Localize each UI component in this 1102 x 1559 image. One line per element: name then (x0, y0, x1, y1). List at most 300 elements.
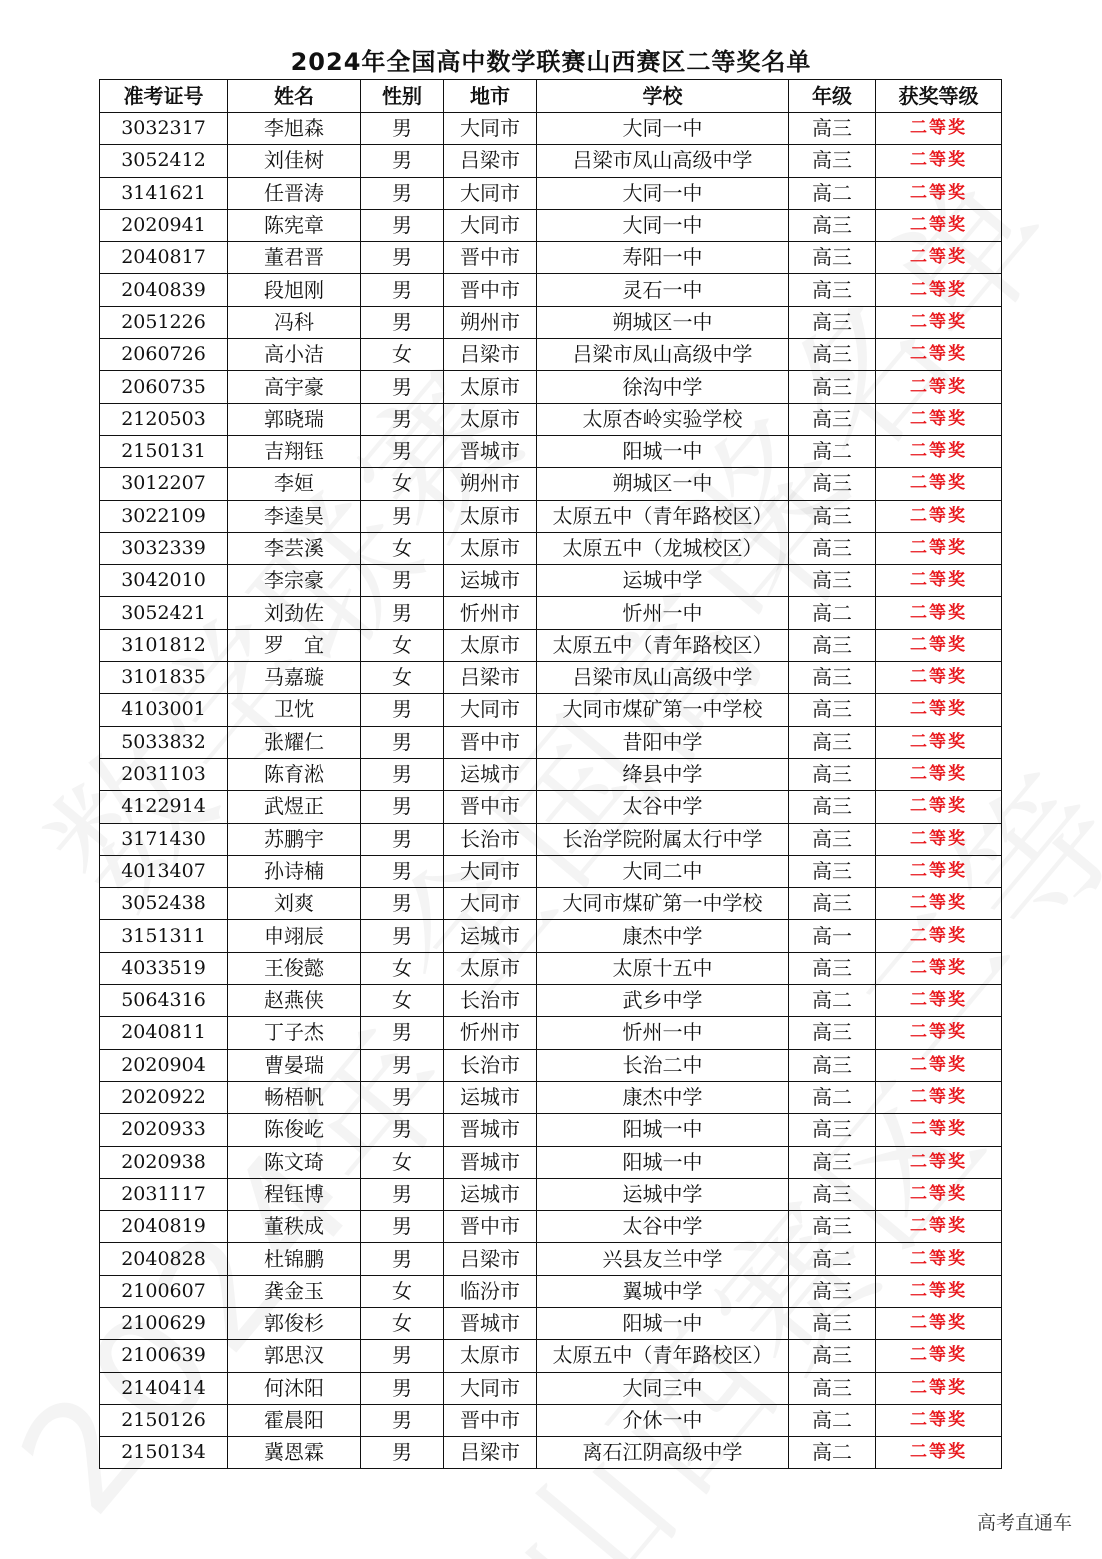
city-cell: 太原市 (444, 403, 537, 435)
city-cell: 运城市 (444, 1178, 537, 1210)
table-row (100, 758, 1002, 790)
city-cell: 长治市 (444, 1049, 537, 1081)
exam-id-cell: 5064316 (100, 985, 228, 1017)
award-cell: 二等奖 (876, 985, 1002, 1017)
name-cell: 霍晨阳 (228, 1404, 361, 1436)
award-cell: 二等奖 (876, 113, 1002, 145)
award-cell: 二等奖 (876, 209, 1002, 241)
table-row (100, 1372, 1002, 1404)
award-table (99, 79, 1002, 1469)
school-cell: 朔城区一中 (537, 306, 789, 338)
table-row (100, 242, 1002, 274)
table-row (100, 1404, 1002, 1436)
name-cell: 刘佳树 (228, 145, 361, 177)
award-cell: 二等奖 (876, 468, 1002, 500)
name-cell: 龚金玉 (228, 1275, 361, 1307)
exam-id-cell: 2150134 (100, 1437, 228, 1469)
name-cell: 段旭刚 (228, 274, 361, 306)
city-cell: 太原市 (444, 629, 537, 661)
table-row (100, 500, 1002, 532)
gender-cell: 女 (361, 1307, 444, 1339)
grade-cell: 高三 (789, 403, 876, 435)
name-cell: 丁子杰 (228, 1017, 361, 1049)
school-cell: 运城中学 (537, 1178, 789, 1210)
school-cell: 寿阳一中 (537, 242, 789, 274)
table-row (100, 920, 1002, 952)
footer-source: 高考直通车 (976, 1512, 1072, 1534)
city-cell: 晋城市 (444, 1146, 537, 1178)
gender-cell: 男 (361, 1372, 444, 1404)
table-row (100, 1340, 1002, 1372)
exam-id-cell: 2020933 (100, 1114, 228, 1146)
name-cell: 李宗豪 (228, 565, 361, 597)
name-cell: 郭俊杉 (228, 1307, 361, 1339)
grade-cell: 高三 (789, 758, 876, 790)
gender-cell: 女 (361, 532, 444, 564)
name-cell: 畅梧帆 (228, 1081, 361, 1113)
gender-cell: 男 (361, 1178, 444, 1210)
grade-cell: 高二 (789, 1404, 876, 1436)
gender-cell: 男 (361, 1340, 444, 1372)
table-row (100, 1307, 1002, 1339)
name-cell: 高小洁 (228, 339, 361, 371)
name-cell: 卫忱 (228, 694, 361, 726)
award-cell: 二等奖 (876, 1437, 1002, 1469)
school-cell: 长治二中 (537, 1049, 789, 1081)
award-cell: 二等奖 (876, 1404, 1002, 1436)
school-cell: 大同二中 (537, 855, 789, 887)
exam-id-cell: 4122914 (100, 791, 228, 823)
school-cell: 康杰中学 (537, 920, 789, 952)
table-row (100, 177, 1002, 209)
grade-cell: 高二 (789, 1081, 876, 1113)
gender-cell: 男 (361, 694, 444, 726)
city-cell: 运城市 (444, 758, 537, 790)
grade-cell: 高三 (789, 855, 876, 887)
table-row (100, 306, 1002, 338)
school-cell: 阳城一中 (537, 1307, 789, 1339)
name-cell: 任晋涛 (228, 177, 361, 209)
exam-id-cell: 3052412 (100, 145, 228, 177)
gender-cell: 男 (361, 1049, 444, 1081)
award-cell: 二等奖 (876, 726, 1002, 758)
grade-cell: 高三 (789, 726, 876, 758)
school-cell: 昔阳中学 (537, 726, 789, 758)
name-cell: 李姮 (228, 468, 361, 500)
exam-id-cell: 2031117 (100, 1178, 228, 1210)
exam-id-cell: 2100629 (100, 1307, 228, 1339)
city-cell: 忻州市 (444, 1017, 537, 1049)
school-cell: 长治学院附属太行中学 (537, 823, 789, 855)
school-cell: 阳城一中 (537, 1114, 789, 1146)
table-row (100, 791, 1002, 823)
city-cell: 忻州市 (444, 597, 537, 629)
table-row (100, 888, 1002, 920)
gender-cell: 男 (361, 1017, 444, 1049)
gender-cell: 男 (361, 113, 444, 145)
award-cell: 二等奖 (876, 1081, 1002, 1113)
school-cell: 太谷中学 (537, 791, 789, 823)
grade-cell: 高三 (789, 145, 876, 177)
city-cell: 晋城市 (444, 435, 537, 467)
city-cell: 运城市 (444, 565, 537, 597)
school-cell: 太原十五中 (537, 952, 789, 984)
header-school: 学校 (537, 80, 789, 113)
award-cell: 二等奖 (876, 177, 1002, 209)
grade-cell: 高二 (789, 177, 876, 209)
city-cell: 临汾市 (444, 1275, 537, 1307)
table-row (100, 952, 1002, 984)
gender-cell: 女 (361, 339, 444, 371)
gender-cell: 男 (361, 306, 444, 338)
gender-cell: 女 (361, 662, 444, 694)
grade-cell: 高三 (789, 1372, 876, 1404)
name-cell: 李旭森 (228, 113, 361, 145)
exam-id-cell: 2100639 (100, 1340, 228, 1372)
exam-id-cell: 3141621 (100, 177, 228, 209)
exam-id-cell: 2040811 (100, 1017, 228, 1049)
name-cell: 陈宪章 (228, 209, 361, 241)
name-cell: 陈育淞 (228, 758, 361, 790)
table-row (100, 726, 1002, 758)
gender-cell: 女 (361, 1146, 444, 1178)
grade-cell: 高三 (789, 1178, 876, 1210)
gender-cell: 男 (361, 726, 444, 758)
exam-id-cell: 2140414 (100, 1372, 228, 1404)
gender-cell: 男 (361, 274, 444, 306)
city-cell: 吕梁市 (444, 662, 537, 694)
exam-id-cell: 3032317 (100, 113, 228, 145)
city-cell: 大同市 (444, 888, 537, 920)
gender-cell: 男 (361, 1404, 444, 1436)
table-row (100, 339, 1002, 371)
gender-cell: 男 (361, 435, 444, 467)
table-row (100, 855, 1002, 887)
city-cell: 太原市 (444, 952, 537, 984)
gender-cell: 女 (361, 1275, 444, 1307)
gender-cell: 男 (361, 1114, 444, 1146)
city-cell: 大同市 (444, 694, 537, 726)
exam-id-cell: 4103001 (100, 694, 228, 726)
award-cell: 二等奖 (876, 1017, 1002, 1049)
grade-cell: 高三 (789, 113, 876, 145)
table-row (100, 597, 1002, 629)
award-cell: 二等奖 (876, 274, 1002, 306)
school-cell: 大同一中 (537, 209, 789, 241)
school-cell: 吕梁市凤山高级中学 (537, 662, 789, 694)
name-cell: 武煜正 (228, 791, 361, 823)
table-row (100, 1081, 1002, 1113)
school-cell: 吕梁市凤山高级中学 (537, 339, 789, 371)
city-cell: 长治市 (444, 985, 537, 1017)
school-cell: 翼城中学 (537, 1275, 789, 1307)
grade-cell: 高三 (789, 662, 876, 694)
name-cell: 董秩成 (228, 1211, 361, 1243)
exam-id-cell: 2051226 (100, 306, 228, 338)
table-row (100, 403, 1002, 435)
grade-cell: 高三 (789, 1275, 876, 1307)
school-cell: 忻州一中 (537, 597, 789, 629)
name-cell: 曹晏瑞 (228, 1049, 361, 1081)
grade-cell: 高二 (789, 1437, 876, 1469)
city-cell: 晋中市 (444, 1211, 537, 1243)
table-row (100, 371, 1002, 403)
school-cell: 离石江阴高级中学 (537, 1437, 789, 1469)
city-cell: 太原市 (444, 532, 537, 564)
city-cell: 晋中市 (444, 791, 537, 823)
grade-cell: 高三 (789, 209, 876, 241)
award-cell: 二等奖 (876, 1307, 1002, 1339)
table-row (100, 1437, 1002, 1469)
school-cell: 大同市煤矿第一中学校 (537, 888, 789, 920)
city-cell: 晋中市 (444, 242, 537, 274)
table-row (100, 1178, 1002, 1210)
grade-cell: 高三 (789, 1307, 876, 1339)
grade-cell: 高三 (789, 1146, 876, 1178)
city-cell: 晋中市 (444, 1404, 537, 1436)
grade-cell: 高二 (789, 435, 876, 467)
name-cell: 苏鹏宇 (228, 823, 361, 855)
grade-cell: 高三 (789, 1017, 876, 1049)
exam-id-cell: 3151311 (100, 920, 228, 952)
award-cell: 二等奖 (876, 855, 1002, 887)
exam-id-cell: 3042010 (100, 565, 228, 597)
grade-cell: 高三 (789, 791, 876, 823)
table-row (100, 1243, 1002, 1275)
city-cell: 太原市 (444, 371, 537, 403)
award-cell: 二等奖 (876, 823, 1002, 855)
table-row (100, 1146, 1002, 1178)
exam-id-cell: 2020938 (100, 1146, 228, 1178)
gender-cell: 男 (361, 888, 444, 920)
gender-cell: 男 (361, 209, 444, 241)
gender-cell: 男 (361, 242, 444, 274)
school-cell: 徐沟中学 (537, 371, 789, 403)
name-cell: 王俊懿 (228, 952, 361, 984)
city-cell: 晋城市 (444, 1114, 537, 1146)
school-cell: 太原五中（青年路校区） (537, 629, 789, 661)
name-cell: 赵燕侠 (228, 985, 361, 1017)
exam-id-cell: 2040817 (100, 242, 228, 274)
exam-id-cell: 3052438 (100, 888, 228, 920)
school-cell: 忻州一中 (537, 1017, 789, 1049)
gender-cell: 男 (361, 1211, 444, 1243)
table-row (100, 145, 1002, 177)
table-row (100, 1275, 1002, 1307)
school-cell: 吕梁市凤山高级中学 (537, 145, 789, 177)
award-cell: 二等奖 (876, 1146, 1002, 1178)
grade-cell: 高三 (789, 339, 876, 371)
table-row (100, 1114, 1002, 1146)
table-row (100, 1017, 1002, 1049)
gender-cell: 男 (361, 145, 444, 177)
grade-cell: 高三 (789, 1049, 876, 1081)
grade-cell: 高三 (789, 952, 876, 984)
table-row (100, 1049, 1002, 1081)
table-row (100, 274, 1002, 306)
school-cell: 康杰中学 (537, 1081, 789, 1113)
award-cell: 二等奖 (876, 888, 1002, 920)
name-cell: 吉翔钰 (228, 435, 361, 467)
gender-cell: 男 (361, 823, 444, 855)
grade-cell: 高三 (789, 1340, 876, 1372)
city-cell: 晋中市 (444, 274, 537, 306)
exam-id-cell: 3052421 (100, 597, 228, 629)
table-body (100, 113, 1002, 1469)
award-cell: 二等奖 (876, 1340, 1002, 1372)
name-cell: 郭晓瑞 (228, 403, 361, 435)
award-cell: 二等奖 (876, 694, 1002, 726)
gender-cell: 女 (361, 985, 444, 1017)
award-cell: 二等奖 (876, 306, 1002, 338)
name-cell: 刘爽 (228, 888, 361, 920)
gender-cell: 男 (361, 758, 444, 790)
city-cell: 长治市 (444, 823, 537, 855)
name-cell: 李逵昊 (228, 500, 361, 532)
exam-id-cell: 3101835 (100, 662, 228, 694)
exam-id-cell: 2150131 (100, 435, 228, 467)
city-cell: 大同市 (444, 855, 537, 887)
grade-cell: 高三 (789, 468, 876, 500)
name-cell: 刘劲佐 (228, 597, 361, 629)
school-cell: 阳城一中 (537, 435, 789, 467)
school-cell: 朔城区一中 (537, 468, 789, 500)
exam-id-cell: 3032339 (100, 532, 228, 564)
city-cell: 吕梁市 (444, 1437, 537, 1469)
table-row (100, 694, 1002, 726)
gender-cell: 女 (361, 629, 444, 661)
gender-cell: 女 (361, 952, 444, 984)
school-cell: 灵石一中 (537, 274, 789, 306)
grade-cell: 高三 (789, 242, 876, 274)
school-cell: 太原五中（青年路校区） (537, 500, 789, 532)
exam-id-cell: 2040828 (100, 1243, 228, 1275)
school-cell: 太原五中（青年路校区） (537, 1340, 789, 1372)
city-cell: 晋中市 (444, 726, 537, 758)
school-cell: 绛县中学 (537, 758, 789, 790)
exam-id-cell: 5033832 (100, 726, 228, 758)
gender-cell: 男 (361, 1437, 444, 1469)
exam-id-cell: 2060726 (100, 339, 228, 371)
gender-cell: 男 (361, 565, 444, 597)
award-cell: 二等奖 (876, 920, 1002, 952)
school-cell: 太谷中学 (537, 1211, 789, 1243)
exam-id-cell: 2020904 (100, 1049, 228, 1081)
city-cell: 大同市 (444, 113, 537, 145)
name-cell: 何沐阳 (228, 1372, 361, 1404)
name-cell: 张耀仁 (228, 726, 361, 758)
school-cell: 大同一中 (537, 177, 789, 209)
exam-id-cell: 3101812 (100, 629, 228, 661)
name-cell: 罗 宜 (228, 629, 361, 661)
name-cell: 冯科 (228, 306, 361, 338)
table-row (100, 629, 1002, 661)
name-cell: 杜锦鹏 (228, 1243, 361, 1275)
grade-cell: 高三 (789, 532, 876, 564)
grade-cell: 高三 (789, 274, 876, 306)
award-cell: 二等奖 (876, 532, 1002, 564)
award-cell: 二等奖 (876, 1211, 1002, 1243)
grade-cell: 高三 (789, 565, 876, 597)
grade-cell: 高三 (789, 1114, 876, 1146)
exam-id-cell: 4033519 (100, 952, 228, 984)
city-cell: 晋城市 (444, 1307, 537, 1339)
school-cell: 太原五中（龙城校区） (537, 532, 789, 564)
award-cell: 二等奖 (876, 339, 1002, 371)
exam-id-cell: 2040839 (100, 274, 228, 306)
city-cell: 吕梁市 (444, 339, 537, 371)
school-cell: 阳城一中 (537, 1146, 789, 1178)
header-grade: 年级 (789, 80, 876, 113)
grade-cell: 高三 (789, 371, 876, 403)
name-cell: 董君晋 (228, 242, 361, 274)
gender-cell: 男 (361, 1081, 444, 1113)
award-cell: 二等奖 (876, 758, 1002, 790)
header-city: 地市 (444, 80, 537, 113)
name-cell: 冀恩霖 (228, 1437, 361, 1469)
table-row (100, 532, 1002, 564)
city-cell: 朔州市 (444, 306, 537, 338)
award-cell: 二等奖 (876, 565, 1002, 597)
school-cell: 介休一中 (537, 1404, 789, 1436)
exam-id-cell: 2150126 (100, 1404, 228, 1436)
award-cell: 二等奖 (876, 242, 1002, 274)
city-cell: 大同市 (444, 177, 537, 209)
exam-id-cell: 2100607 (100, 1275, 228, 1307)
exam-id-cell: 3012207 (100, 468, 228, 500)
grade-cell: 高三 (789, 694, 876, 726)
award-cell: 二等奖 (876, 952, 1002, 984)
school-cell: 运城中学 (537, 565, 789, 597)
grade-cell: 高二 (789, 985, 876, 1017)
grade-cell: 高三 (789, 1211, 876, 1243)
exam-id-cell: 2120503 (100, 403, 228, 435)
table-row (100, 113, 1002, 145)
grade-cell: 高二 (789, 597, 876, 629)
award-cell: 二等奖 (876, 1049, 1002, 1081)
table-row (100, 435, 1002, 467)
exam-id-cell: 4013407 (100, 855, 228, 887)
name-cell: 程钰博 (228, 1178, 361, 1210)
award-cell: 二等奖 (876, 403, 1002, 435)
name-cell: 孙诗楠 (228, 855, 361, 887)
name-cell: 陈文琦 (228, 1146, 361, 1178)
gender-cell: 男 (361, 371, 444, 403)
school-cell: 兴县友兰中学 (537, 1243, 789, 1275)
grade-cell: 高三 (789, 500, 876, 532)
gender-cell: 男 (361, 597, 444, 629)
header-gender: 性别 (361, 80, 444, 113)
header-exam-id: 准考证号 (100, 80, 228, 113)
header-name: 姓名 (228, 80, 361, 113)
award-cell: 二等奖 (876, 629, 1002, 661)
name-cell: 郭思汉 (228, 1340, 361, 1372)
table-row (100, 662, 1002, 694)
grade-cell: 高一 (789, 920, 876, 952)
grade-cell: 高三 (789, 306, 876, 338)
gender-cell: 男 (361, 403, 444, 435)
gender-cell: 男 (361, 920, 444, 952)
name-cell: 申翊辰 (228, 920, 361, 952)
exam-id-cell: 2060735 (100, 371, 228, 403)
gender-cell: 男 (361, 500, 444, 532)
table-row (100, 1211, 1002, 1243)
award-cell: 二等奖 (876, 1275, 1002, 1307)
grade-cell: 高三 (789, 888, 876, 920)
city-cell: 运城市 (444, 1081, 537, 1113)
exam-id-cell: 2020922 (100, 1081, 228, 1113)
gender-cell: 男 (361, 855, 444, 887)
